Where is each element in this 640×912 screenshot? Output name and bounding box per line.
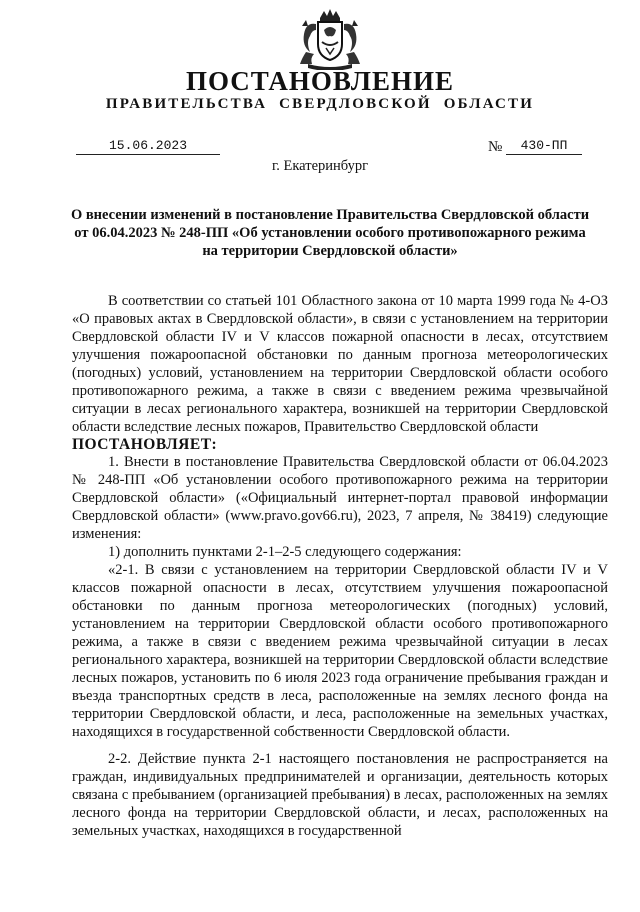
document-city: г. Екатеринбург <box>271 158 369 174</box>
decree-word: ПОСТАНОВЛЯЕТ: <box>72 436 218 453</box>
document-date: 15.06.2023 <box>76 138 220 155</box>
item-1-1-paragraph: 1) дополнить пунктами 2-1–2-5 следующего содержания: <box>108 544 462 560</box>
document-heading: О внесении изменений в постановление Правительства Свердловской области от 06.04.2023 № 248-ПП «Об установлении особого противопожарного режима на территории Свердловской области» <box>70 207 590 259</box>
document-number: 430-ПП <box>506 138 582 155</box>
coat-of-arms-icon <box>296 8 364 70</box>
clause-2-1-paragraph: «2-1. В связи с установлением на территории Свердловской области IV и V классов пожарной опасности в лесах, отсутствием улучшения пожароопасной обстановки по данным прогноза метеорологических (погодных) условий, установлением на территории Свердловской области особого противопожарного режима, а также в связи с введением режима чрезвычайной ситуации в лесах регионального характера, возникшей на территории Свердловской области вследствие лесных пожаров, установить по 6 июля 2023 года ограничение пребывания граждан и въезда транспортных средств в леса, расположенные на землях лесного фонда на территории Свердловской области, и леса, расположенные на земельных участках, находящихся в государственной собственности Свердловской области. <box>72 562 608 740</box>
clause-2-2-paragraph: 2-2. Действие пункта 2-1 настоящего постановления не распространяется на граждан, индивидуальных предпринимателей и организации, деятельность которых связана с пребыванием (организацией пребывания) в лесах, расположенных на землях лесного фонда на территории Свердловской области, и лесах, расположенных на земельных участках, находящихся в государственной <box>72 751 608 839</box>
document-title: ПОСТАНОВЛЕНИЕ <box>185 66 455 96</box>
preamble-paragraph: В соответствии со статьей 101 Областного закона от 10 марта 1999 года № 4-ОЗ «О правовых актах в Свердловской области», в связи с установлением на территории Свердловской области IV и V классов пожарной опасности в лесах, отсутствием улучшения пожароопасной обстановки по данным прогноза метеорологических (погодных) условий, установлением на территории Свердловской области особого противопожарного режима, а также в связи с введением режима чрезвычайной ситуации в лесах регионального характера, возникшей на территории Свердловской области вследствие лесных пожаров, Правительство Свердловской области <box>72 293 608 435</box>
number-sign: № <box>488 139 503 155</box>
item-1-paragraph: 1. Внести в постановление Правительства Свердловской области от 06.04.2023 № 248-ПП «Об установлении особого противопожарного режима на территории Свердловской области» («Официальный интернет-портал правовой информации Свердловской области» (www.pravo.gov66.ru), 2023, 7 апреля, № 38419) следующие изменения: <box>72 454 608 542</box>
document-issuer: ПРАВИТЕЛЬСТВА СВЕРДЛОВСКОЙ ОБЛАСТИ <box>105 96 535 112</box>
document-body <box>72 292 608 840</box>
